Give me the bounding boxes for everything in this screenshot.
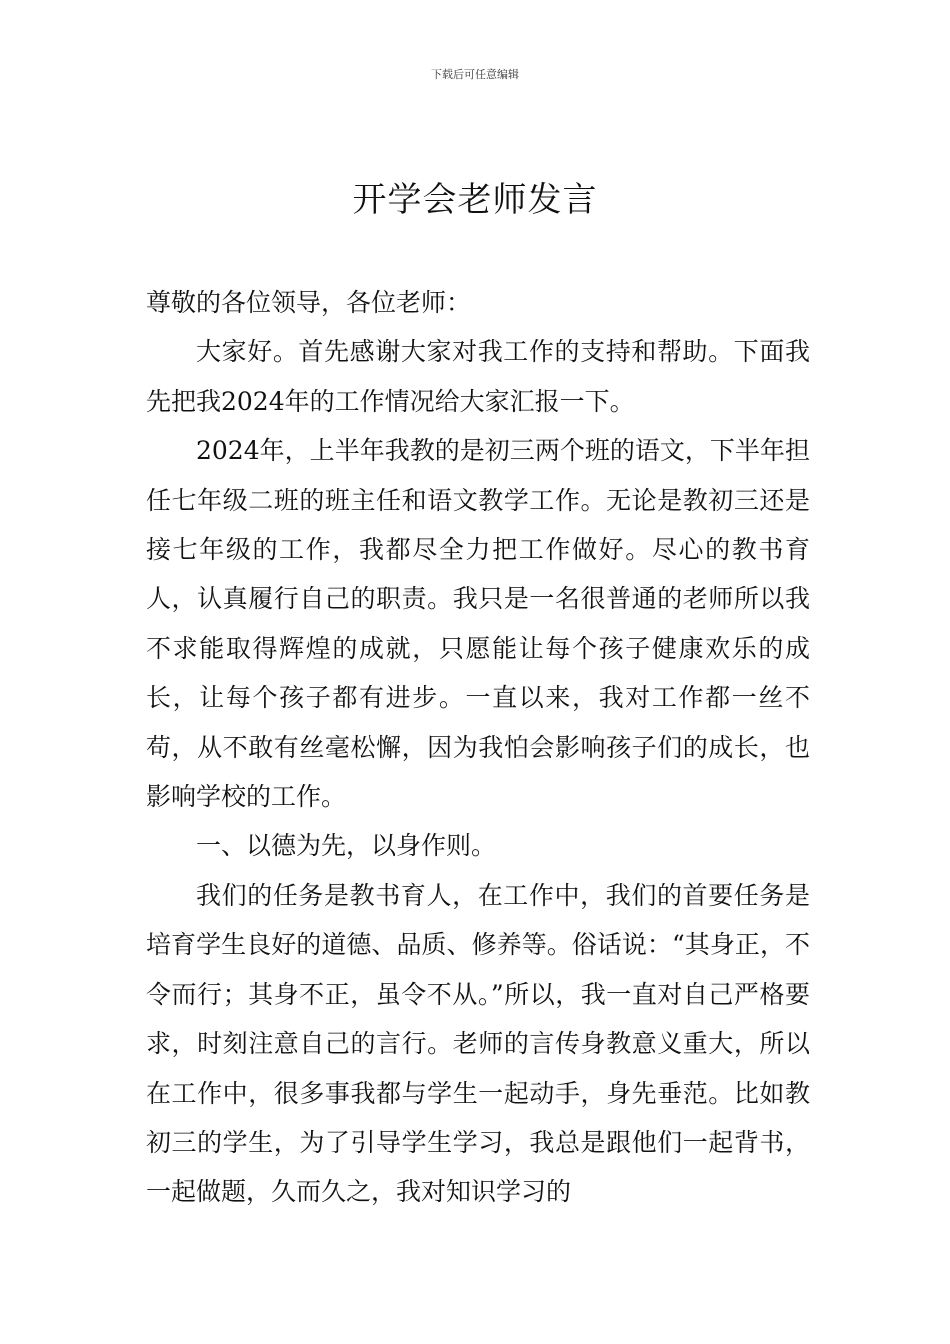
paragraph-work-summary: 2024年，上半年我教的是初三两个班的语文，下半年担任七年级二班的班主任和语文教学工作。无论是教初三还是接七年级的工作，我都尽全力把工作做好。尽心的教书育人，认真履行自己的职责。我只是一名很普通的老师所以我不求能取得辉煌的成就，只愿能让每个孩子健康欢乐的成长，让每个孩子都有进步。一直以来，我对工作都一丝不苟，从不敢有丝毫松懈，因为我怕会影响孩子们的成长，也影响学校的工作。 <box>146 436 810 812</box>
document-body <box>146 278 810 1217</box>
paragraph-morality: 我们的任务是教书育人，在工作中，我们的首要任务是培育学生良好的道德、品质、修养等。俗话说：“其身正，不令而行；其身不正，虽令不从。”所以，我一直对自己严格要求，时刻注意自己的言行。老师的言传身教意义重大，所以在工作中，很多事我都与学生一起动手，身先垂范。比如教初三的学生，为了引导学生学习，我总是跟他们一起背书，一起做题，久而久之，我对知识学习的 <box>146 880 810 1207</box>
section-heading-1: 一、以德为先，以身作则。 <box>196 831 497 861</box>
page-title: 开学会老师发言 <box>352 180 598 220</box>
salutation: 尊敬的各位领导，各位老师： <box>146 288 472 317</box>
paragraph-greeting: 大家好。首先感谢大家对我工作的支持和帮助。下面我先把我2024年的工作情况给大家汇报一下。 <box>146 337 810 416</box>
header-note: 下载后可任意编辑 <box>431 68 519 81</box>
